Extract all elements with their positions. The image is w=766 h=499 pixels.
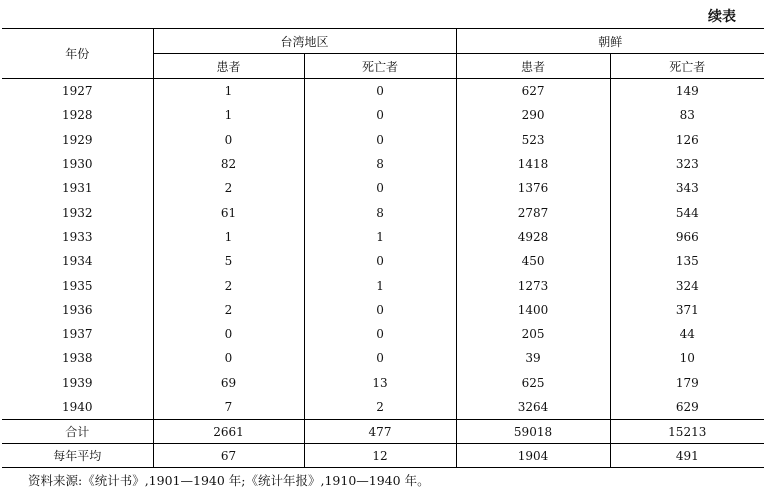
taiwan-patients-cell: 7	[153, 395, 304, 420]
korea-patients-cell: 625	[456, 371, 610, 395]
average-taiwan-deaths: 12	[304, 444, 456, 468]
average-label: 每年平均	[2, 444, 153, 468]
korea-deaths-cell: 135	[675, 254, 699, 269]
korea-patients-cell: 1418	[456, 152, 610, 176]
taiwan-patients-cell: 1	[153, 103, 304, 127]
taiwan-deaths-cell: 0	[304, 79, 456, 104]
table-body	[2, 79, 764, 468]
korea-patients-cell: 1376	[456, 176, 610, 200]
year-cell: 1932	[2, 200, 153, 224]
total-korea-patients: 59018	[456, 420, 610, 444]
average-row	[2, 444, 764, 468]
year-cell: 1931	[2, 176, 153, 200]
korea-deaths-header: 死亡者	[610, 54, 764, 79]
taiwan-patients-cell: 0	[153, 322, 304, 346]
taiwan-deaths-cell: 1	[304, 273, 456, 297]
year-cell: 1936	[2, 298, 153, 322]
taiwan-deaths-cell: 0	[304, 103, 456, 127]
taiwan-deaths-cell: 0	[304, 176, 456, 200]
korea-patients-cell: 627	[456, 79, 610, 104]
korea-deaths-cell: 323	[675, 157, 699, 172]
korea-patients-cell: 1273	[456, 273, 610, 297]
taiwan-deaths-cell: 2	[304, 395, 456, 420]
table-row	[2, 395, 764, 420]
table-row	[2, 346, 764, 370]
korea-deaths-cell: 966	[675, 229, 699, 244]
taiwan-patients-cell: 1	[153, 225, 304, 249]
table-row	[2, 152, 764, 176]
year-cell: 1929	[2, 128, 153, 152]
year-cell: 1930	[2, 152, 153, 176]
total-korea-deaths: 15213	[610, 420, 764, 444]
taiwan-deaths-cell: 0	[304, 249, 456, 273]
taiwan-patients-cell: 5	[153, 249, 304, 273]
statistics-table	[2, 28, 764, 468]
year-cell: 1935	[2, 273, 153, 297]
table-row	[2, 79, 764, 104]
total-row	[2, 420, 764, 444]
korea-patients-cell: 290	[456, 103, 610, 127]
year-cell: 1933	[2, 225, 153, 249]
taiwan-patients-cell: 61	[153, 200, 304, 224]
taiwan-patients-cell: 2	[153, 273, 304, 297]
table-row	[2, 273, 764, 297]
korea-deaths-cell: 44	[679, 327, 695, 342]
korea-deaths-cell: 324	[675, 278, 699, 293]
average-korea-patients: 1904	[456, 444, 610, 468]
taiwan-deaths-cell: 8	[304, 200, 456, 224]
korea-patients-cell: 450	[456, 249, 610, 273]
taiwan-deaths-cell: 0	[304, 128, 456, 152]
taiwan-patients-header: 患者	[153, 54, 304, 79]
taiwan-deaths-cell: 8	[304, 152, 456, 176]
taiwan-deaths-cell: 1	[304, 225, 456, 249]
table-row	[2, 128, 764, 152]
taiwan-deaths-cell: 13	[304, 371, 456, 395]
total-taiwan-deaths: 477	[304, 420, 456, 444]
year-cell: 1938	[2, 346, 153, 370]
region-header-korea: 朝鲜	[456, 29, 764, 54]
taiwan-patients-cell: 0	[153, 346, 304, 370]
korea-patients-cell: 3264	[456, 395, 610, 420]
korea-deaths-cell: 371	[675, 302, 699, 317]
korea-deaths-cell: 629	[675, 400, 699, 414]
year-cell: 1937	[2, 322, 153, 346]
year-column-header: 年份	[2, 29, 153, 79]
korea-patients-cell: 2787	[456, 200, 610, 224]
table-row	[2, 298, 764, 322]
year-cell: 1940	[2, 395, 153, 420]
korea-deaths-cell: 179	[675, 375, 699, 390]
source-note: 资料来源:《统计书》,1901—1940 年;《统计年报》,1910—1940 年。	[28, 473, 430, 488]
korea-patients-header: 患者	[456, 54, 610, 79]
taiwan-deaths-cell: 0	[304, 322, 456, 346]
korea-patients-cell: 523	[456, 128, 610, 152]
taiwan-patients-cell: 0	[153, 128, 304, 152]
table-row	[2, 200, 764, 224]
table-row	[2, 371, 764, 395]
average-taiwan-patients: 67	[153, 444, 304, 468]
year-cell: 1934	[2, 249, 153, 273]
korea-deaths-cell: 126	[675, 132, 699, 147]
taiwan-patients-cell: 82	[153, 152, 304, 176]
year-cell: 1927	[2, 79, 153, 104]
korea-deaths-cell: 10	[679, 351, 695, 366]
region-header-taiwan: 台湾地区	[153, 29, 456, 54]
continued-label: 续表	[708, 9, 736, 25]
total-taiwan-patients: 2661	[153, 420, 304, 444]
korea-deaths-cell: 149	[675, 84, 699, 99]
taiwan-deaths-cell: 0	[304, 346, 456, 370]
taiwan-patients-cell: 2	[153, 298, 304, 322]
table-row	[2, 176, 764, 200]
korea-deaths-cell: 83	[679, 108, 695, 123]
korea-deaths-cell: 343	[675, 181, 699, 196]
average-korea-deaths: 491	[610, 444, 764, 468]
korea-deaths-cell: 544	[675, 205, 699, 220]
taiwan-patients-cell: 1	[153, 79, 304, 104]
table-row	[2, 322, 764, 346]
korea-patients-cell: 4928	[456, 225, 610, 249]
table-header	[2, 29, 764, 79]
taiwan-patients-cell: 69	[153, 371, 304, 395]
year-cell: 1928	[2, 103, 153, 127]
table-row	[2, 225, 764, 249]
taiwan-deaths-header: 死亡者	[304, 54, 456, 79]
year-cell: 1939	[2, 371, 153, 395]
taiwan-patients-cell: 2	[153, 176, 304, 200]
table-row	[2, 249, 764, 273]
taiwan-deaths-cell: 0	[304, 298, 456, 322]
table-row	[2, 103, 764, 127]
korea-patients-cell: 205	[456, 322, 610, 346]
korea-patients-cell: 1400	[456, 298, 610, 322]
korea-patients-cell: 39	[456, 346, 610, 370]
total-label: 合计	[2, 420, 153, 444]
